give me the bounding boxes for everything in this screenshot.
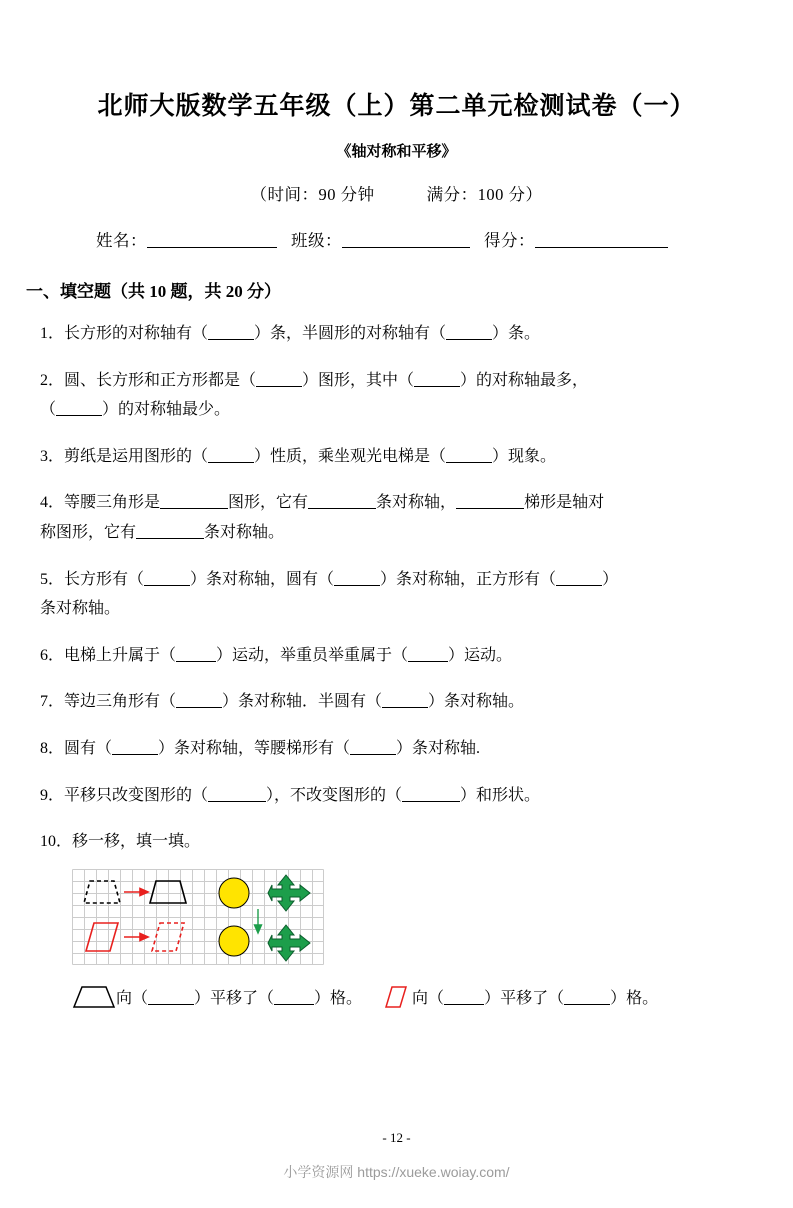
question-number: 10．	[40, 833, 73, 851]
yellow-circle-top	[219, 878, 249, 908]
question-number: 7．	[40, 693, 65, 711]
grade-label: 得分：	[484, 231, 535, 250]
grid-translation-figure	[72, 869, 324, 965]
blank-input[interactable]	[382, 692, 428, 708]
question-text: 等边三角形有（	[64, 693, 177, 711]
answer-text: 向（	[412, 990, 445, 1008]
question-3	[0, 442, 793, 472]
dashed-trapezoid	[84, 881, 120, 903]
question-text: ）运动，举重员举重属于（	[216, 646, 409, 664]
blank-input[interactable]	[208, 447, 254, 463]
blank-input[interactable]	[408, 646, 448, 662]
question-6	[0, 641, 793, 671]
question-text: ）的对称轴最多，	[460, 371, 589, 389]
question-text: ）条对称轴，正方形有（	[380, 570, 557, 588]
question-text: 剪纸是运用图形的（	[64, 447, 209, 465]
question-5	[0, 565, 793, 624]
page-subtitle: 《轴对称和平移》	[336, 144, 457, 160]
question-text: ）条对称轴，圆有（	[190, 570, 335, 588]
parallelogram-red-icon	[382, 984, 412, 1010]
figure-container	[0, 869, 793, 970]
red-parallelogram	[86, 923, 118, 951]
question-text: 条对称轴。	[204, 523, 285, 541]
question-4	[0, 488, 793, 547]
question-text: 电梯上升属于（	[64, 646, 177, 664]
blank-input[interactable]	[160, 493, 228, 509]
blank-input[interactable]	[176, 646, 216, 662]
blank-input[interactable]	[144, 570, 190, 586]
question-text: ）和形状。	[460, 786, 541, 804]
question-text: ）条对称轴。	[428, 693, 525, 711]
answer-text: ）平移了（	[484, 990, 565, 1008]
blank-input[interactable]	[334, 570, 380, 586]
question-7	[0, 687, 793, 717]
blank-input[interactable]	[446, 447, 492, 463]
question-text: 平移只改变图形的（	[64, 786, 209, 804]
blank-input[interactable]	[274, 989, 314, 1005]
answer-right	[382, 984, 658, 1010]
name-label: 姓名：	[96, 231, 147, 250]
blank-input[interactable]	[112, 739, 158, 755]
question-text: 移一移，填一填。	[72, 833, 201, 851]
blank-input[interactable]	[176, 692, 222, 708]
question-text: ）	[602, 570, 619, 588]
question-text: 等腰三角形是	[64, 494, 161, 512]
question-text: 圆有（	[64, 739, 113, 757]
question-text: ）图形，其中（	[302, 371, 415, 389]
page-title: 北师大版数学五年级（上）第二单元检测试卷（一）	[97, 93, 696, 120]
question-text: 长方形的对称轴有（	[64, 325, 209, 342]
green-four-way-arrow-bottom	[268, 925, 310, 961]
question-number: 3．	[40, 447, 65, 465]
question-text: 长方形有（	[64, 570, 145, 588]
exam-page	[0, 86, 793, 1208]
question-number: 1．	[40, 325, 65, 342]
question-text: ）现象。	[492, 447, 557, 465]
blank-input[interactable]	[556, 570, 602, 586]
question-9	[0, 781, 793, 811]
question-number: 9．	[40, 786, 65, 804]
question-text: ）条对称轴，等腰梯形有（	[158, 739, 351, 757]
question-text: ）条对称轴.	[396, 739, 481, 757]
blank-input[interactable]	[564, 989, 610, 1005]
question-2	[0, 366, 793, 425]
blank-input[interactable]	[208, 324, 254, 340]
blank-input[interactable]	[148, 989, 194, 1005]
blank-input[interactable]	[350, 739, 396, 755]
grade-input[interactable]	[535, 231, 668, 248]
question-8	[0, 734, 793, 764]
question-text: ）条。	[492, 325, 541, 342]
question-number: 6．	[40, 646, 65, 664]
answer-left	[72, 984, 362, 1010]
question-text: （	[40, 401, 57, 419]
question-text: 梯形是轴对	[524, 494, 605, 512]
question-text: ）条对称轴．半圆有（	[222, 693, 383, 711]
question-1	[0, 319, 793, 349]
question-number: 8．	[40, 739, 65, 757]
blank-input[interactable]	[308, 493, 376, 509]
answer-text: 向（	[116, 990, 149, 1008]
question-text: ），不改变图形的（	[266, 786, 403, 804]
blank-input[interactable]	[444, 989, 484, 1005]
section-heading-fill-blank: 一、填空题（共 10 题，共 20 分）	[26, 282, 281, 301]
page-number: - 12 -	[382, 1130, 411, 1145]
question-10	[0, 827, 793, 857]
answer-text: ）格。	[610, 990, 659, 1008]
answer-text: ）平移了（	[194, 990, 275, 1008]
question-number: 2．	[40, 371, 65, 389]
blank-input[interactable]	[456, 493, 524, 509]
question-text: 圆、长方形和正方形都是（	[64, 371, 257, 389]
question-number: 4．	[40, 494, 65, 512]
question-text: 条对称轴，	[376, 494, 457, 512]
yellow-circle-bottom	[219, 926, 249, 956]
time-label: （时间：90 分钟	[250, 185, 375, 204]
blank-input[interactable]	[56, 400, 102, 416]
time-score-line	[0, 181, 793, 205]
class-input[interactable]	[342, 231, 470, 248]
blank-input[interactable]	[256, 371, 302, 387]
question-text: ）的对称轴最少。	[102, 401, 231, 419]
question-text: 称图形，它有	[40, 523, 137, 541]
question-text: ）条，半圆形的对称轴有（	[254, 325, 447, 342]
blank-input[interactable]	[414, 371, 460, 387]
student-info-line	[0, 227, 793, 251]
question-text: 条对称轴。	[40, 600, 121, 618]
blank-input[interactable]	[208, 786, 266, 802]
question-text: ）性质，乘坐观光电梯是（	[254, 447, 447, 465]
trapezoid-black-icon	[72, 984, 116, 1010]
blank-input[interactable]	[402, 786, 460, 802]
question-text: 图形，它有	[228, 494, 309, 512]
name-input[interactable]	[147, 231, 277, 248]
class-label: 班级：	[291, 231, 342, 250]
question-number: 5．	[40, 570, 65, 588]
score-label: 满分：100 分）	[426, 185, 543, 204]
blank-input[interactable]	[446, 324, 492, 340]
answer-text: ）格。	[314, 990, 363, 1008]
question-text: ）运动。	[448, 646, 513, 664]
watermark: 小学资源网 https://xueke.woiay.com/	[283, 1164, 510, 1180]
answer-line	[0, 984, 793, 1010]
blank-input[interactable]	[136, 523, 204, 539]
